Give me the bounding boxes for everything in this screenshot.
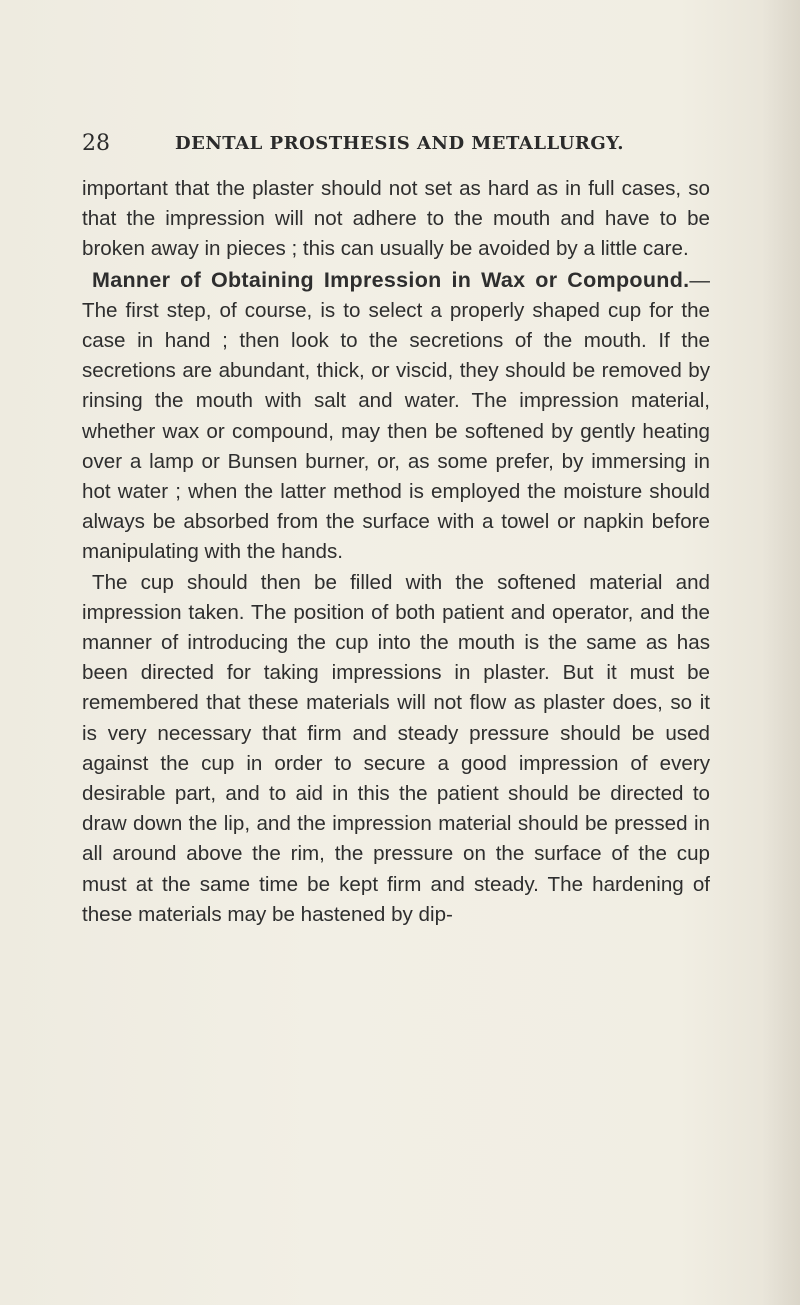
paragraph-wax-compound bbox=[82, 265, 710, 568]
paragraph-text: —The first step, of course, is to select a properly shaped cup for the case in hand ; then look to the secretions of the mouth. If the secretions are abundant, thick, or viscid, they should be removed by rinsing the mouth with salt and water. The impression material, whether wax or compound, may then be softened by gently heating over a lamp or Bunsen burner, or, as some prefer, by immersing in hot water ; when the latter method is employed the moisture should always be absorbed from the surface with a towel or napkin before manipulating with the hands. bbox=[82, 268, 710, 564]
section-heading: Manner of Obtaining Impression in Wax or Compound. bbox=[92, 267, 690, 292]
page-number: 28 bbox=[82, 131, 110, 156]
page-edge-shadow bbox=[762, 0, 800, 1305]
paragraph-continuation: important that the plaster should not set as hard as in full cases, so that the impression will not adhere to the mouth and have to be broken away in pieces ; this can usually be avoided by a little care. bbox=[82, 177, 710, 261]
page-body bbox=[82, 174, 710, 930]
paragraph-cup-filling: The cup should then be filled with the softened material and impression taken. The position of both patient and operator, and the manner of introducing the cup into the mouth is the same as has been directed for taking impressions in plaster. But it must be remembered that these materials will not flow as plaster does, so it is very necessary that firm and steady pressure should be used against the cup in order to secure a good impression of every desirable part, and to aid in this the patient should be directed to draw down the lip, and the impression material should be pressed in all around above the rim, the pressure on the surface of the cup must at the same time be kept firm and steady. The hardening of these materials may be hastened by dip- bbox=[82, 570, 710, 926]
running-title: DENTAL PROSTHESIS AND METALLURGY. bbox=[175, 133, 625, 154]
page-header bbox=[82, 127, 722, 161]
